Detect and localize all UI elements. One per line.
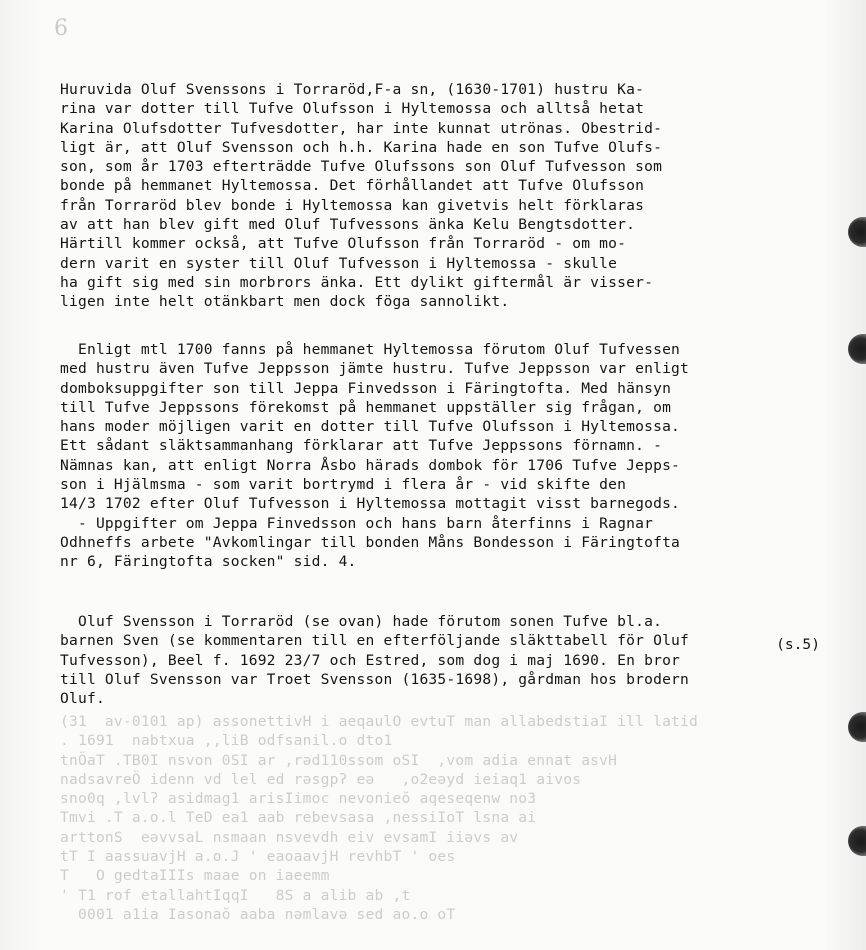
text-line: Tufvesson), Beel f. 1692 23/7 och Estred, som dog i maj 1690. En bror (60, 651, 681, 669)
text-line: son i Hjälmsma - som varit bortrymd i flera år - vid skifte den (60, 476, 627, 494)
text-line: ha gift sig med sin morbrors änka. Ett dylikt giftermål är visser- (60, 273, 654, 291)
paragraph-2 (60, 340, 689, 572)
text-line: bonde på hemmanet Hyltemossa. Det förhållandet att Tufve Olufsson (60, 177, 645, 195)
text-line: . 1691 nabtxua ,,liB odfsanil.o dto1 (60, 732, 393, 750)
text-line: rina var dotter till Tufve Olufsson i Hyltemossa och alltså hetat (60, 100, 645, 118)
text-line: tT I aassuavjH a.o.J ' eaoaavjH revhbT ' oes (60, 848, 456, 866)
text-line: Huruvida Oluf Svenssons i Torraröd,F-a sn, (1630-1701) hustru Ka- (60, 81, 645, 98)
text-line: Enligt mtl 1700 fanns på hemmanet Hyltemossa förutom Oluf Tufvessen (60, 341, 681, 358)
bleed-through-text (60, 712, 698, 924)
text-line: (31 av-0101 ap) assonettivH i aeqaulO evtuT man allabedstiaI ill latid (60, 713, 699, 730)
text-line: Ett sådant släktsammanhang förklarar att Tufve Jeppssons förnamn. - (60, 437, 663, 455)
text-line: Tmvi .T a.o.l TeD ea1 aab rebevsasa ,nessiIoT lsna ai (60, 809, 537, 827)
text-line: domboksuppgifter son till Jeppa Finvedsson i Färingtofta. Med hänsyn (60, 379, 672, 397)
text-line: från Torraröd blev bonde i Hyltemossa kan givetvis helt förklaras (60, 196, 645, 214)
text-line: ligen inte helt otänkbart men dock föga sannolikt. (60, 293, 510, 311)
text-line: Odhneffs arbete "Avkomlingar till bonden Måns Bondesson i Färingtofta (60, 533, 681, 551)
text-line: till Tufve Jeppssons förekomst på hemmanet uppställer sig frågan, om (60, 398, 672, 416)
text-line: av att han blev gift med Oluf Tufvessons änka Kelu Bengtsdotter. (60, 216, 636, 234)
text-line: T O gedtaIIIs maae on iaeemm (60, 867, 330, 885)
text-line: Oluf Svensson i Torraröd (se ovan) hade förutom sonen Tufve bl.a. (60, 613, 663, 630)
text-line: Nämnas kan, att enligt Norra Åsbo härads dombok för 1706 Tufve Jepps- (60, 456, 681, 474)
text-line: barnen Sven (se kommentaren till en efterföljande släkttabell för Oluf (60, 632, 690, 650)
text-line: Härtill kommer också, att Tufve Olufsson från Torraröd - om mo- (60, 235, 627, 253)
text-line: 14/3 1702 efter Oluf Tufvesson i Hyltemossa mottagit visst barnegods. (60, 495, 681, 513)
paragraph-3 (60, 612, 689, 708)
text-line: Karina Olufsdotter Tufvesdotter, har inte kunnat utrönas. Obestrid- (60, 119, 663, 137)
binder-hole-icon (848, 334, 866, 364)
binder-hole-icon (848, 217, 866, 247)
binder-hole-icon (848, 826, 866, 856)
text-line: nr 6, Färingtofta socken" sid. 4. (60, 553, 357, 571)
binder-hole-icon (848, 712, 866, 742)
margin-note: (s.5) (776, 636, 820, 653)
text-line: dern varit en syster till Oluf Tufvesson i Hyltemossa - skulle (60, 254, 618, 272)
text-line: till Oluf Svensson var Troet Svensson (1635-1698), gårdman hos brodern (60, 670, 690, 688)
text-line: ' T1 rof etallahtIqqI 8S a alib ab ,t (60, 886, 411, 904)
text-line: - Uppgifter om Jeppa Finvedsson och hans barn återfinns i Ragnar (60, 514, 654, 532)
text-line: son, som år 1703 efterträdde Tufve Olufssons son Oluf Tufvesson som (60, 158, 663, 176)
text-line: Oluf. (60, 690, 105, 708)
paragraph-1 (60, 80, 662, 312)
text-line: hans moder möjligen varit en dotter till Tufve Olufsson i Hyltemossa. (60, 418, 681, 436)
text-line: med hustru även Tufve Jeppsson jämte hustru. Tufve Jeppsson var enligt (60, 360, 690, 378)
page-number: 6 (54, 16, 68, 41)
text-line: tnÖaT .TB0I nsvon 0SI ar ,rəd110ssom oSI ,vom adia ennat asvH (60, 751, 618, 769)
text-line: ligt är, att Oluf Svensson och h.h. Karina hade en son Tufve Olufs- (60, 138, 663, 156)
text-line: arttonS eəvvsaL nsmaan nsvevdh eiv evsamI iiəvs av (60, 828, 519, 846)
text-line: sno0q ,lvlʔ asidmag1 arisIimoc nevonieŏ aqeseqenw no3 (60, 790, 537, 808)
text-line: nadsavreÖ idenn vd lel ed rəsgpʔ eə ,o2eəyd ieiaq1 aivos (60, 770, 582, 788)
text-line: 0001 a1ia Iasonaŏ aaba nəmlavə sed ao.o oT (60, 905, 456, 923)
